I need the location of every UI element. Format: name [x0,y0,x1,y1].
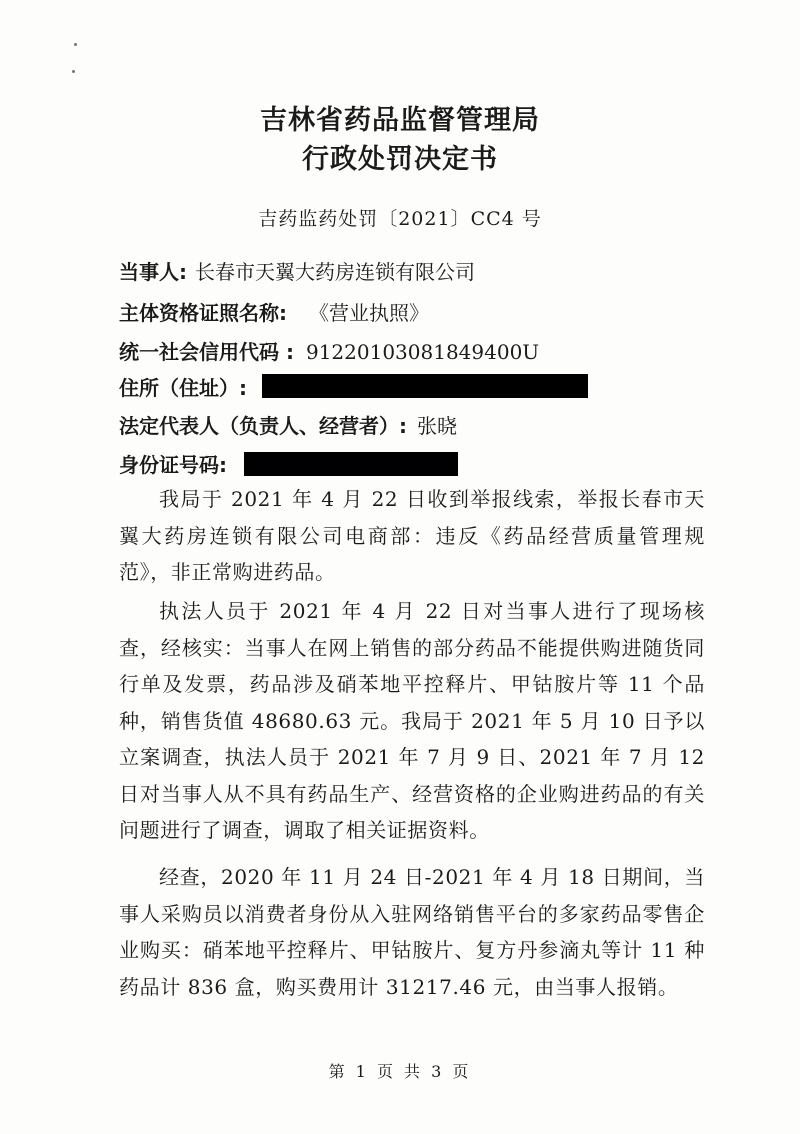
body-paragraph-2: 执法人员于 2021 年 4 月 22 日对当事人进行了现场核查，经核实：当事人在网上销售的部分药品不能提供购进随货同行单及发票，药品涉及硝苯地平控释片、甲钴胺片等 11 个品种，销售货值 48680.63 元。我局于 2021 年 5 月 10 日予以立案调查，执法人员于 2021 年 7 月 9 日、2021 年 7 月 12 日对当事人从不具有药品生产、经营资格的企业购进药品的有关问题进行了调查，调取了相关证据资料。 [119,599,705,842]
page-footer: 第 1 页 共 3 页 [328,1062,472,1081]
field-address [119,378,247,398]
redaction-bar-address [262,374,588,398]
field-credit-code [119,342,539,362]
field-license [119,303,429,323]
redaction-bar-id-number [244,452,458,476]
field-id-number [119,455,227,475]
field-party [119,262,475,282]
scan-speck [74,43,77,46]
field-credit-code-value: 91220103081849400U [305,340,540,364]
body-paragraph-1: 我局于 2021 年 4 月 22 日收到举报线索，举报长春市天翼大药房连锁有限公司电商部：违反《药品经营质量管理规范》，非正常购进药品。 [119,487,705,584]
field-legal-rep-value: 张晓 [417,414,457,438]
document-title-type: 行政处罚决定书 [302,144,498,175]
field-id-number-label: 身份证号码: [119,453,227,477]
field-license-label: 主体资格证照名称: [119,301,287,325]
scan-speck [72,70,75,73]
field-party-value: 长春市天翼大药房连锁有限公司 [195,260,475,284]
field-license-value: 《营业执照》 [309,301,429,325]
document-number: 吉药监药处罚〔2021〕CC4 号 [258,208,542,230]
field-credit-code-label: 统一社会信用代码 : [119,340,294,364]
field-legal-rep-label: 法定代表人（负责人、经营者）: [119,414,407,438]
document-title-agency: 吉林省药品监督管理局 [260,105,540,136]
field-address-label: 住所（住址）: [119,376,247,400]
field-legal-rep [119,416,457,436]
field-party-label: 当事人: [119,260,187,284]
body-paragraph-3: 经查，2020 年 11 月 24 日-2021 年 4 月 18 日期间，当事人采购员以消费者身份从入驻网络销售平台的多家药品零售企业购买：硝苯地平控释片、甲钴胺片、复方丹参滴丸等计 11 种药品计 836 盒，购买费用计 31217.46 元，由当事人报销。 [119,865,705,999]
